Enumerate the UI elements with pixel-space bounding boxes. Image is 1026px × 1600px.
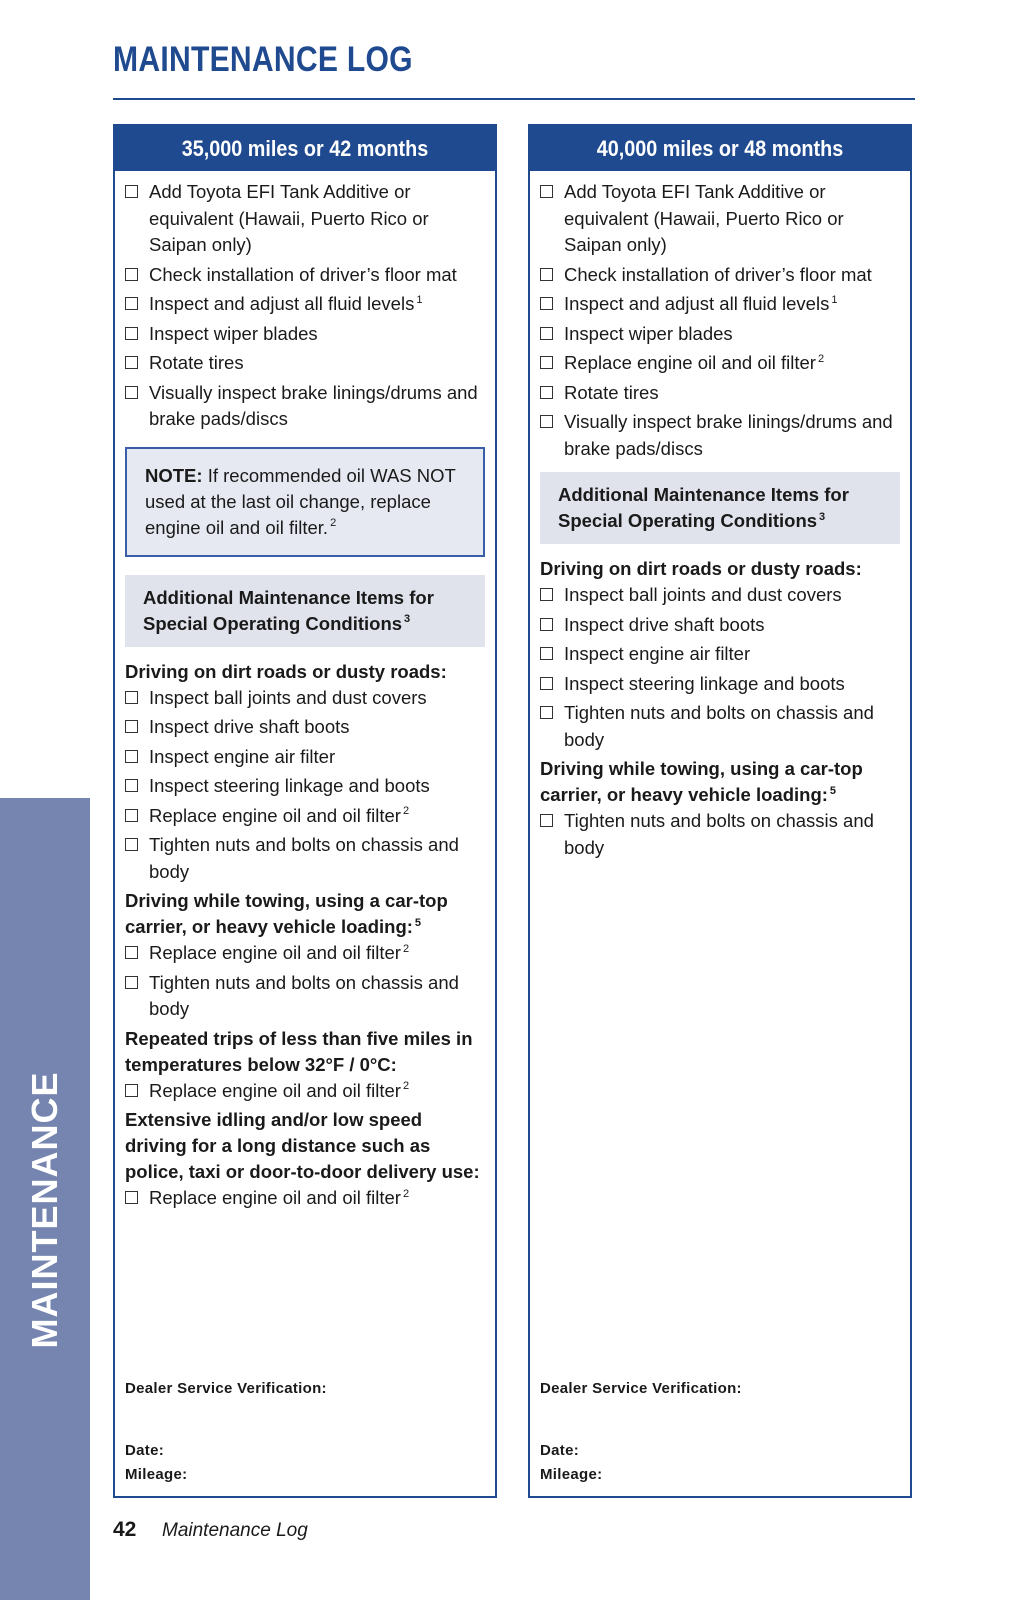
checkbox[interactable] (125, 327, 138, 340)
checkbox[interactable] (540, 677, 553, 690)
checklist-item-label: Inspect wiper blades (564, 322, 733, 344)
checkbox[interactable] (125, 1191, 138, 1204)
mileage-label: Mileage: (540, 1466, 603, 1483)
condition-heading: Repeated trips of less than five miles in temperatures below 32°F / 0°C: (125, 1027, 473, 1075)
checklist (540, 179, 900, 462)
checklist-item (540, 808, 900, 861)
checkbox[interactable] (540, 814, 553, 827)
checklist-item-label: Tighten nuts and bolts on chassis and body (149, 971, 459, 1019)
date-label: Date: (540, 1442, 580, 1459)
column-header: 40,000 miles or 48 months (530, 126, 910, 171)
checklist-item-label: Inspect ball joints and dust covers (564, 584, 842, 605)
checklist-item-label: Visually inspect brake linings/drums and brake pads/discs (149, 381, 478, 429)
checklist-item-label: Add Toyota EFI Tank Additive or equivalent (Hawaii, Puerto Rico or Saipan only) (149, 181, 429, 255)
checkbox[interactable] (540, 618, 553, 631)
checklist-item (540, 350, 900, 377)
checklist-item (540, 179, 900, 259)
checkbox[interactable] (125, 720, 138, 733)
special-conditions (125, 659, 485, 1212)
checkbox[interactable] (540, 706, 553, 719)
page-title: MAINTENANCE LOG (113, 40, 413, 79)
footnote-ref: 2 (817, 352, 825, 365)
checklist-item-label: Rotate tires (564, 381, 659, 403)
checklist-item (540, 582, 900, 609)
checklist-item (540, 700, 900, 753)
checklist-item-label: Inspect and adjust all fluid levels (149, 293, 415, 314)
checkbox[interactable] (125, 386, 138, 399)
checkbox[interactable] (540, 327, 553, 340)
checklist-item (125, 1185, 485, 1212)
footnote-ref: 2 (402, 805, 410, 818)
checklist-item-label: Inspect wiper blades (149, 322, 318, 344)
checklist-item (540, 641, 900, 668)
checklist-item (540, 380, 900, 407)
special-conditions (540, 556, 900, 861)
checklist-item (540, 671, 900, 698)
checklist-item (125, 803, 485, 830)
column-body (115, 171, 495, 1212)
condition-heading: Driving while towing, using a car-top carrier, or heavy vehicle loading: $^5$ (540, 758, 863, 805)
checkbox[interactable] (540, 268, 553, 281)
date-label: Date: (125, 1442, 165, 1459)
checklist-item-label: Visually inspect brake linings/drums and brake pads/discs (564, 411, 893, 459)
checklist-item (540, 321, 900, 348)
checklist-item (125, 685, 485, 712)
checklist-item-label: Replace engine oil and oil filter (149, 804, 401, 826)
checklist-item (125, 832, 485, 885)
checklist-item (540, 409, 900, 462)
checklist-item-label: Inspect steering linkage and boots (564, 672, 845, 694)
checklist-item-label: Inspect drive shaft boots (149, 716, 350, 737)
side-tab-label: MAINTENANCE (24, 1071, 65, 1349)
checklist-item (125, 970, 485, 1023)
dealer-verification-label: Dealer Service Verification: (540, 1380, 742, 1397)
checkbox[interactable] (125, 691, 138, 704)
checkbox[interactable] (540, 588, 553, 601)
additional-items-title: Additional Maintenance Items for Special Operating Conditions $^3$ (125, 575, 485, 647)
checklist-item (125, 350, 485, 377)
checkbox[interactable] (540, 185, 553, 198)
checklist-item-label: Check installation of driver’s floor mat (564, 263, 872, 285)
service-column-35000 (113, 124, 497, 1498)
footer-label: Maintenance Log (162, 1520, 308, 1541)
checklist-item-label: Add Toyota EFI Tank Additive or equivalent (Hawaii, Puerto Rico or Saipan only) (564, 181, 844, 255)
checklist (125, 179, 485, 433)
footnote-ref: 1 (416, 293, 423, 306)
checklist-item-label: Replace engine oil and oil filter (564, 352, 816, 373)
checklist-item-label: Tighten nuts and bolts on chassis and body (149, 834, 459, 882)
checkbox[interactable] (125, 779, 138, 792)
checkbox[interactable] (540, 647, 553, 660)
footnote-ref: 2 (402, 942, 410, 955)
checkbox[interactable] (125, 356, 138, 369)
checkbox[interactable] (125, 838, 138, 851)
checklist-item-label: Inspect engine air filter (149, 745, 336, 767)
checklist-item (125, 744, 485, 771)
checkbox[interactable] (540, 415, 553, 428)
condition-heading: Driving on dirt roads or dusty roads: (125, 660, 447, 682)
checklist-item-label: Inspect ball joints and dust covers (149, 686, 427, 708)
dealer-verification-label: Dealer Service Verification: (125, 1380, 327, 1397)
checklist-item-label: Check installation of driver’s floor mat (149, 263, 457, 285)
column-body (530, 171, 910, 861)
checkbox[interactable] (125, 268, 138, 281)
footnote-ref: 2 (402, 1187, 410, 1200)
checkbox[interactable] (125, 976, 138, 989)
checklist-item-label: Tighten nuts and bolts on chassis and body (564, 702, 874, 750)
checklist-item-label: Replace engine oil and oil filter (149, 1187, 401, 1208)
checkbox[interactable] (125, 809, 138, 822)
checklist-item-label: Inspect drive shaft boots (564, 613, 765, 635)
checklist-item-label: Replace engine oil and oil filter (149, 942, 401, 963)
condition-heading: Driving on dirt roads or dusty roads: (540, 558, 862, 579)
checklist-item (540, 262, 900, 289)
checklist-item-label: Inspect steering linkage and boots (149, 775, 430, 796)
checklist-item-label: Replace engine oil and oil filter (149, 1079, 401, 1101)
additional-items-title: Additional Maintenance Items for Special Operating Conditions $^3$ (540, 472, 900, 544)
column-header: 35,000 miles or 42 months (115, 126, 495, 171)
checklist-item-label: Inspect engine air filter (564, 643, 751, 664)
checklist-item (125, 380, 485, 433)
checklist-item (125, 179, 485, 259)
condition-heading: Driving while towing, using a car-top carrier, or heavy vehicle loading: $^5$ (125, 890, 448, 937)
checklist-item (125, 321, 485, 348)
page-number: 42 (113, 1518, 137, 1541)
checklist-item (125, 262, 485, 289)
oil-note: NOTE: If recommended oil WAS NOT used at the last oil change, replace engine oil and oil filter. $^2$ (125, 447, 485, 557)
checkbox[interactable] (125, 185, 138, 198)
checklist-item (125, 1078, 485, 1105)
checklist-item-label: Inspect and adjust all fluid levels (564, 293, 830, 314)
checkbox[interactable] (540, 356, 553, 369)
checklist-item (540, 612, 900, 639)
checklist-item-label: Rotate tires (149, 352, 244, 373)
footnote-ref: 2 (402, 1080, 410, 1093)
checkbox[interactable] (125, 946, 138, 959)
checklist-item (125, 714, 485, 741)
checkbox[interactable] (125, 1084, 138, 1097)
checklist-item (540, 291, 900, 318)
footnote-ref: 1 (831, 293, 838, 306)
title-divider (113, 98, 915, 100)
service-column-40000 (528, 124, 912, 1498)
checkbox[interactable] (540, 297, 553, 310)
checklist-item (125, 773, 485, 800)
checklist-item-label: Tighten nuts and bolts on chassis and body (564, 810, 874, 858)
checklist-item (125, 940, 485, 967)
condition-heading: Extensive idling and/or low speed driving for a long distance such as police, taxi or door-to-door delivery use: (125, 1109, 480, 1182)
mileage-label: Mileage: (125, 1466, 188, 1483)
checkbox[interactable] (125, 297, 138, 310)
checklist-item (125, 291, 485, 318)
checkbox[interactable] (125, 750, 138, 763)
checkbox[interactable] (540, 386, 553, 399)
